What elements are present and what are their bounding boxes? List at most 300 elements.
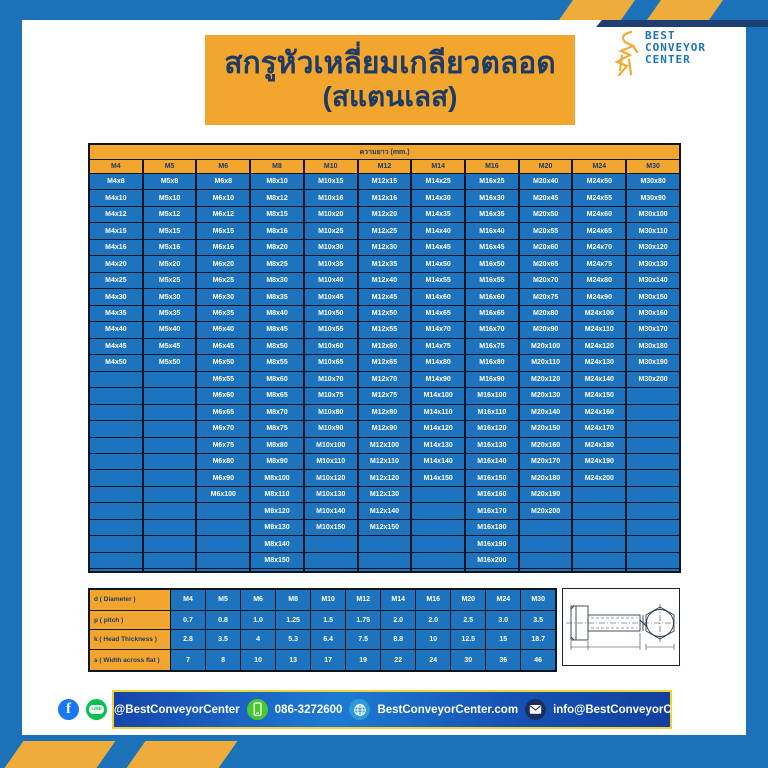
size-cell: M12x35 xyxy=(358,256,412,272)
spec-row-label: d ( Diameter ) xyxy=(89,589,171,610)
spec-cell: 1.0 xyxy=(241,610,276,630)
spec-cell: 3.0 xyxy=(486,610,521,630)
size-cell: M16x30 xyxy=(465,190,519,206)
size-cell xyxy=(572,503,626,519)
size-cell: M4x30 xyxy=(89,289,143,305)
size-cell: M14x140 xyxy=(411,453,465,469)
size-cell: M16x50 xyxy=(465,256,519,272)
spec-row-label: p ( pitch ) xyxy=(89,610,171,630)
size-cell xyxy=(411,503,465,519)
size-cell: M6x100 xyxy=(196,486,250,502)
size-cell: M4x10 xyxy=(89,190,143,206)
size-row xyxy=(89,404,680,420)
size-cell: M12x100 xyxy=(358,437,412,453)
size-cell: M16x180 xyxy=(465,519,519,535)
size-cell xyxy=(626,388,680,404)
size-row xyxy=(89,453,680,469)
size-cell: M14x35 xyxy=(411,206,465,222)
size-cell: M6x8 xyxy=(196,174,250,190)
size-cell xyxy=(89,519,143,535)
spec-cell: 36 xyxy=(486,650,521,671)
size-row xyxy=(89,174,680,190)
brand-logo-text xyxy=(645,30,706,66)
size-cell: M30x170 xyxy=(626,322,680,338)
size-cell: M20x110 xyxy=(519,355,573,371)
size-cell: M20x60 xyxy=(519,239,573,255)
size-cell xyxy=(572,486,626,502)
size-cell: M14x65 xyxy=(411,305,465,321)
size-row xyxy=(89,503,680,519)
size-cell: M16x55 xyxy=(465,272,519,288)
size-cell: M8x10 xyxy=(250,174,304,190)
spec-row xyxy=(89,650,556,671)
spec-cell: 2.8 xyxy=(171,630,206,650)
size-cell: M4x15 xyxy=(89,223,143,239)
size-cell xyxy=(411,552,465,568)
size-cell: M4x20 xyxy=(89,256,143,272)
size-cell: M16x110 xyxy=(465,404,519,420)
size-cell: M8x15 xyxy=(250,206,304,222)
size-cell xyxy=(626,519,680,535)
size-row xyxy=(89,223,680,239)
globe-icon xyxy=(349,699,370,720)
size-cell: M20x40 xyxy=(519,174,573,190)
size-cell: M5x8 xyxy=(143,174,197,190)
size-cell: M20x75 xyxy=(519,289,573,305)
size-cell: M30x200 xyxy=(626,371,680,387)
size-cell xyxy=(89,569,143,572)
spec-cell: M6 xyxy=(241,589,276,610)
size-cell: M16x120 xyxy=(465,421,519,437)
size-cell xyxy=(89,421,143,437)
website-url: BestConveyorCenter.com xyxy=(377,703,519,716)
spec-cell: 12.5 xyxy=(451,630,486,650)
size-cell: M24x180 xyxy=(572,437,626,453)
size-cell: M20x45 xyxy=(519,190,573,206)
size-cell xyxy=(519,519,573,535)
phone-number: 086-3272600 xyxy=(274,703,343,716)
size-cell: M10x65 xyxy=(304,355,358,371)
size-row xyxy=(89,437,680,453)
size-row xyxy=(89,552,680,568)
size-cell xyxy=(626,421,680,437)
size-cell xyxy=(572,519,626,535)
size-cell: M8x150 xyxy=(250,552,304,568)
size-cell xyxy=(304,536,358,552)
size-cell: M16x160 xyxy=(465,486,519,502)
size-cell: M20x55 xyxy=(519,223,573,239)
size-cell xyxy=(89,552,143,568)
brand-logo-line3: CENTER xyxy=(645,53,691,67)
corner-stripe-top-right-1 xyxy=(559,0,635,20)
size-cell: M8x40 xyxy=(250,305,304,321)
size-cell xyxy=(411,569,465,572)
size-row xyxy=(89,569,680,572)
size-cell: M14x60 xyxy=(411,289,465,305)
size-cell: M20x160 xyxy=(519,437,573,453)
size-cell xyxy=(626,404,680,420)
size-row xyxy=(89,239,680,255)
size-cell xyxy=(143,437,197,453)
size-row xyxy=(89,536,680,552)
spec-cell: M30 xyxy=(521,589,556,610)
size-col-header: M14 xyxy=(411,160,465,174)
size-cell: M20x170 xyxy=(519,453,573,469)
size-col-header: M30 xyxy=(626,160,680,174)
spec-cell: 22 xyxy=(381,650,416,671)
size-cell: M8x130 xyxy=(250,519,304,535)
size-cell: M30x160 xyxy=(626,305,680,321)
size-cell: M6x65 xyxy=(196,404,250,420)
size-cell: M16x75 xyxy=(465,338,519,354)
size-cell: M5x20 xyxy=(143,256,197,272)
size-cell: M16x40 xyxy=(465,223,519,239)
size-cell: M20x190 xyxy=(519,486,573,502)
size-cell: M10x120 xyxy=(304,470,358,486)
size-cell: M12x55 xyxy=(358,322,412,338)
brand-logo xyxy=(610,30,706,81)
size-cell: M6x45 xyxy=(196,338,250,354)
spec-cell: 3.5 xyxy=(521,610,556,630)
size-cell: M20x140 xyxy=(519,404,573,420)
size-cell: M8x30 xyxy=(250,272,304,288)
size-cell: M14x45 xyxy=(411,239,465,255)
spec-cell: 10 xyxy=(241,650,276,671)
size-cell: M12x80 xyxy=(358,404,412,420)
size-cell xyxy=(196,569,250,572)
size-cell xyxy=(519,552,573,568)
size-cell: M14x110 xyxy=(411,404,465,420)
spec-cell: 1.5 xyxy=(311,610,346,630)
size-cell: M6x55 xyxy=(196,371,250,387)
size-cell xyxy=(143,569,197,572)
size-cell: M12x110 xyxy=(358,453,412,469)
size-cell: M6x25 xyxy=(196,272,250,288)
size-cell: M10x80 xyxy=(304,404,358,420)
size-cell: M4x45 xyxy=(89,338,143,354)
size-cell xyxy=(626,486,680,502)
size-col-header: M4 xyxy=(89,160,143,174)
size-cell: M16x70 xyxy=(465,322,519,338)
size-cell: M30x110 xyxy=(626,223,680,239)
size-row xyxy=(89,305,680,321)
spec-cell: 2.5 xyxy=(451,610,486,630)
size-cell: M12x65 xyxy=(358,355,412,371)
spec-row-label: s ( Width across flat ) xyxy=(89,650,171,671)
size-cell xyxy=(196,519,250,535)
size-cell: M6x40 xyxy=(196,322,250,338)
size-cell: M10x16 xyxy=(304,190,358,206)
size-cell: M10x70 xyxy=(304,371,358,387)
size-cell: M20x150 xyxy=(519,421,573,437)
size-cell: M8x110 xyxy=(250,486,304,502)
brand-logo-line1: BEST xyxy=(645,29,676,42)
size-cell: M12x150 xyxy=(358,519,412,535)
size-col-header: M20 xyxy=(519,160,573,174)
size-cell: M10x15 xyxy=(304,174,358,190)
size-cell: M14x100 xyxy=(411,388,465,404)
bolt-diagram-icon xyxy=(563,589,678,664)
size-col-header: M24 xyxy=(572,160,626,174)
size-cell: M10x150 xyxy=(304,519,358,535)
size-cell: M16x45 xyxy=(465,239,519,255)
size-cell xyxy=(196,536,250,552)
size-cell: M10x30 xyxy=(304,239,358,255)
contact-bar xyxy=(66,690,726,729)
size-cell xyxy=(626,552,680,568)
size-cell: M12x90 xyxy=(358,421,412,437)
spec-cell: 17 xyxy=(311,650,346,671)
spec-row xyxy=(89,589,556,610)
spec-cell: 19 xyxy=(346,650,381,671)
size-cell: M16x25 xyxy=(465,174,519,190)
size-cell: M16x80 xyxy=(465,355,519,371)
spec-cell: 15 xyxy=(486,630,521,650)
size-cell: M8x60 xyxy=(250,371,304,387)
size-cell: M8x100 xyxy=(250,470,304,486)
size-cell xyxy=(358,536,412,552)
size-cell: M24x65 xyxy=(572,223,626,239)
size-cell: M12x45 xyxy=(358,289,412,305)
spec-cell: 8 xyxy=(206,650,241,671)
size-row xyxy=(89,519,680,535)
size-cell: M24x130 xyxy=(572,355,626,371)
size-cell: M8x45 xyxy=(250,322,304,338)
spec-cell: 7 xyxy=(171,650,206,671)
size-cell: M24x55 xyxy=(572,190,626,206)
size-cell: M6x12 xyxy=(196,206,250,222)
size-cell: M24x140 xyxy=(572,371,626,387)
size-cell: M16x90 xyxy=(465,371,519,387)
size-cell: M12x70 xyxy=(358,371,412,387)
size-cell: M5x30 xyxy=(143,289,197,305)
line-icon: LINE xyxy=(86,699,107,720)
size-cell xyxy=(411,519,465,535)
spec-cell: 8.8 xyxy=(381,630,416,650)
size-cell: M10x45 xyxy=(304,289,358,305)
size-cell: M16x200 xyxy=(465,552,519,568)
size-cell xyxy=(358,552,412,568)
size-cell xyxy=(626,569,680,572)
spec-cell: 46 xyxy=(521,650,556,671)
size-cell xyxy=(143,388,197,404)
social-handle: @BestConveyorCenter xyxy=(114,703,240,716)
size-cell: M16x35 xyxy=(465,206,519,222)
size-cell: M16x65 xyxy=(465,305,519,321)
size-cell: M12x16 xyxy=(358,190,412,206)
size-cell: M8x25 xyxy=(250,256,304,272)
size-cell: M20x65 xyxy=(519,256,573,272)
size-cell: M10x140 xyxy=(304,503,358,519)
size-cell: M10x90 xyxy=(304,421,358,437)
title-banner xyxy=(205,35,575,125)
size-cell: M4x8 xyxy=(89,174,143,190)
size-col-header: M12 xyxy=(358,160,412,174)
size-cell: M14x80 xyxy=(411,355,465,371)
spec-cell: M4 xyxy=(171,589,206,610)
size-cell: M20x200 xyxy=(519,503,573,519)
size-cell xyxy=(519,569,573,572)
size-cell xyxy=(143,486,197,502)
size-cell: M6x90 xyxy=(196,470,250,486)
spec-cell: 1.25 xyxy=(276,610,311,630)
spec-cell: M8 xyxy=(276,589,311,610)
size-cell: M16x100 xyxy=(465,388,519,404)
spec-cell: M10 xyxy=(311,589,346,610)
size-cell xyxy=(143,552,197,568)
size-cell: M16x140 xyxy=(465,453,519,469)
size-cell xyxy=(626,453,680,469)
size-col-header: M8 xyxy=(250,160,304,174)
size-cell: M12x50 xyxy=(358,305,412,321)
size-cell: M14x130 xyxy=(411,437,465,453)
size-cell: M5x35 xyxy=(143,305,197,321)
size-cell xyxy=(89,388,143,404)
size-cell xyxy=(411,536,465,552)
size-cell xyxy=(143,371,197,387)
size-cell: M10x110 xyxy=(304,453,358,469)
size-cell: M4x25 xyxy=(89,272,143,288)
size-cell xyxy=(143,536,197,552)
size-cell: M16x170 xyxy=(465,503,519,519)
size-row xyxy=(89,421,680,437)
size-cell: M6x15 xyxy=(196,223,250,239)
size-cell: M14x40 xyxy=(411,223,465,239)
size-cell: M4x50 xyxy=(89,355,143,371)
spec-cell: 2.0 xyxy=(416,610,451,630)
size-cell xyxy=(626,470,680,486)
email-address: info@BestConveyorCenter.com xyxy=(553,703,726,716)
size-cell: M6x60 xyxy=(196,388,250,404)
size-cell: M8x12 xyxy=(250,190,304,206)
size-row xyxy=(89,322,680,338)
size-cell xyxy=(89,404,143,420)
spec-cell: 10 xyxy=(416,630,451,650)
size-cell: M24x160 xyxy=(572,404,626,420)
size-row xyxy=(89,388,680,404)
size-cell: M5x16 xyxy=(143,239,197,255)
size-cell: M14x50 xyxy=(411,256,465,272)
size-cell: M5x12 xyxy=(143,206,197,222)
spec-cell: 7.5 xyxy=(346,630,381,650)
size-cell: M10x50 xyxy=(304,305,358,321)
spec-cell: 13 xyxy=(276,650,311,671)
spec-cell: M5 xyxy=(206,589,241,610)
size-cell: M12x60 xyxy=(358,338,412,354)
size-cell: M10x35 xyxy=(304,256,358,272)
size-cell: M14x70 xyxy=(411,322,465,338)
size-cell: M6x30 xyxy=(196,289,250,305)
size-cell xyxy=(89,486,143,502)
size-cell xyxy=(572,536,626,552)
size-cell: M8x16 xyxy=(250,223,304,239)
size-cell: M6x80 xyxy=(196,453,250,469)
spec-cell: M12 xyxy=(346,589,381,610)
size-cell: M24x170 xyxy=(572,421,626,437)
size-cell: M6x70 xyxy=(196,421,250,437)
size-cell: M24x80 xyxy=(572,272,626,288)
brand-logo-line2: CONVEYOR xyxy=(645,41,706,55)
size-cell: M12x15 xyxy=(358,174,412,190)
size-cell: M5x50 xyxy=(143,355,197,371)
size-cell xyxy=(519,536,573,552)
size-col-header: M6 xyxy=(196,160,250,174)
size-cell: M20x130 xyxy=(519,388,573,404)
size-cell: M30x90 xyxy=(626,190,680,206)
size-cell xyxy=(626,437,680,453)
size-cell: M6x20 xyxy=(196,256,250,272)
size-cell: M10x55 xyxy=(304,322,358,338)
size-cell: M8x50 xyxy=(250,338,304,354)
size-cell: M8x55 xyxy=(250,355,304,371)
size-cell xyxy=(626,503,680,519)
size-cell: M20x180 xyxy=(519,470,573,486)
size-cell xyxy=(626,536,680,552)
spec-cell: 0.8 xyxy=(206,610,241,630)
size-cell: M30x100 xyxy=(626,206,680,222)
spec-cell: 3.5 xyxy=(206,630,241,650)
size-cell xyxy=(465,569,519,572)
size-cell: M5x25 xyxy=(143,272,197,288)
size-cell: M30x130 xyxy=(626,256,680,272)
corner-navy-strip xyxy=(596,20,768,27)
size-table-header: ความยาว (mm.) xyxy=(89,144,680,160)
size-cell xyxy=(196,552,250,568)
corner-stripe-top-right-2 xyxy=(647,0,723,20)
size-cell: M24x110 xyxy=(572,322,626,338)
size-cell: M14x25 xyxy=(411,174,465,190)
size-cell: M16x190 xyxy=(465,536,519,552)
size-cell: M8x140 xyxy=(250,536,304,552)
size-cell: M24x60 xyxy=(572,206,626,222)
size-cell: M16x150 xyxy=(465,470,519,486)
spec-cell: 0.7 xyxy=(171,610,206,630)
size-cell: M20x120 xyxy=(519,371,573,387)
size-cell: M10x40 xyxy=(304,272,358,288)
size-cell xyxy=(89,503,143,519)
size-cell xyxy=(143,503,197,519)
size-cell xyxy=(143,453,197,469)
spec-cell: M24 xyxy=(486,589,521,610)
spec-row xyxy=(89,630,556,650)
spec-row xyxy=(89,610,556,630)
spec-cell: M16 xyxy=(416,589,451,610)
spec-cell: 24 xyxy=(416,650,451,671)
size-cell: M20x90 xyxy=(519,322,573,338)
size-cell xyxy=(572,569,626,572)
size-cell: M6x35 xyxy=(196,305,250,321)
size-cell: M12x140 xyxy=(358,503,412,519)
size-cell xyxy=(89,371,143,387)
size-cell: M14x150 xyxy=(411,470,465,486)
size-row xyxy=(89,371,680,387)
spec-cell: 6.4 xyxy=(311,630,346,650)
size-row xyxy=(89,190,680,206)
size-cell: M8x35 xyxy=(250,289,304,305)
size-cell: M24x200 xyxy=(572,470,626,486)
size-cell: M30x150 xyxy=(626,289,680,305)
size-cell: M5x15 xyxy=(143,223,197,239)
size-cell: M24x50 xyxy=(572,174,626,190)
size-cell: M30x80 xyxy=(626,174,680,190)
facebook-icon: f xyxy=(58,699,79,720)
size-cell: M14x75 xyxy=(411,338,465,354)
size-row xyxy=(89,338,680,354)
size-cell: M10x75 xyxy=(304,388,358,404)
size-cell: M24x70 xyxy=(572,239,626,255)
size-col-header: M5 xyxy=(143,160,197,174)
size-cell: M4x16 xyxy=(89,239,143,255)
